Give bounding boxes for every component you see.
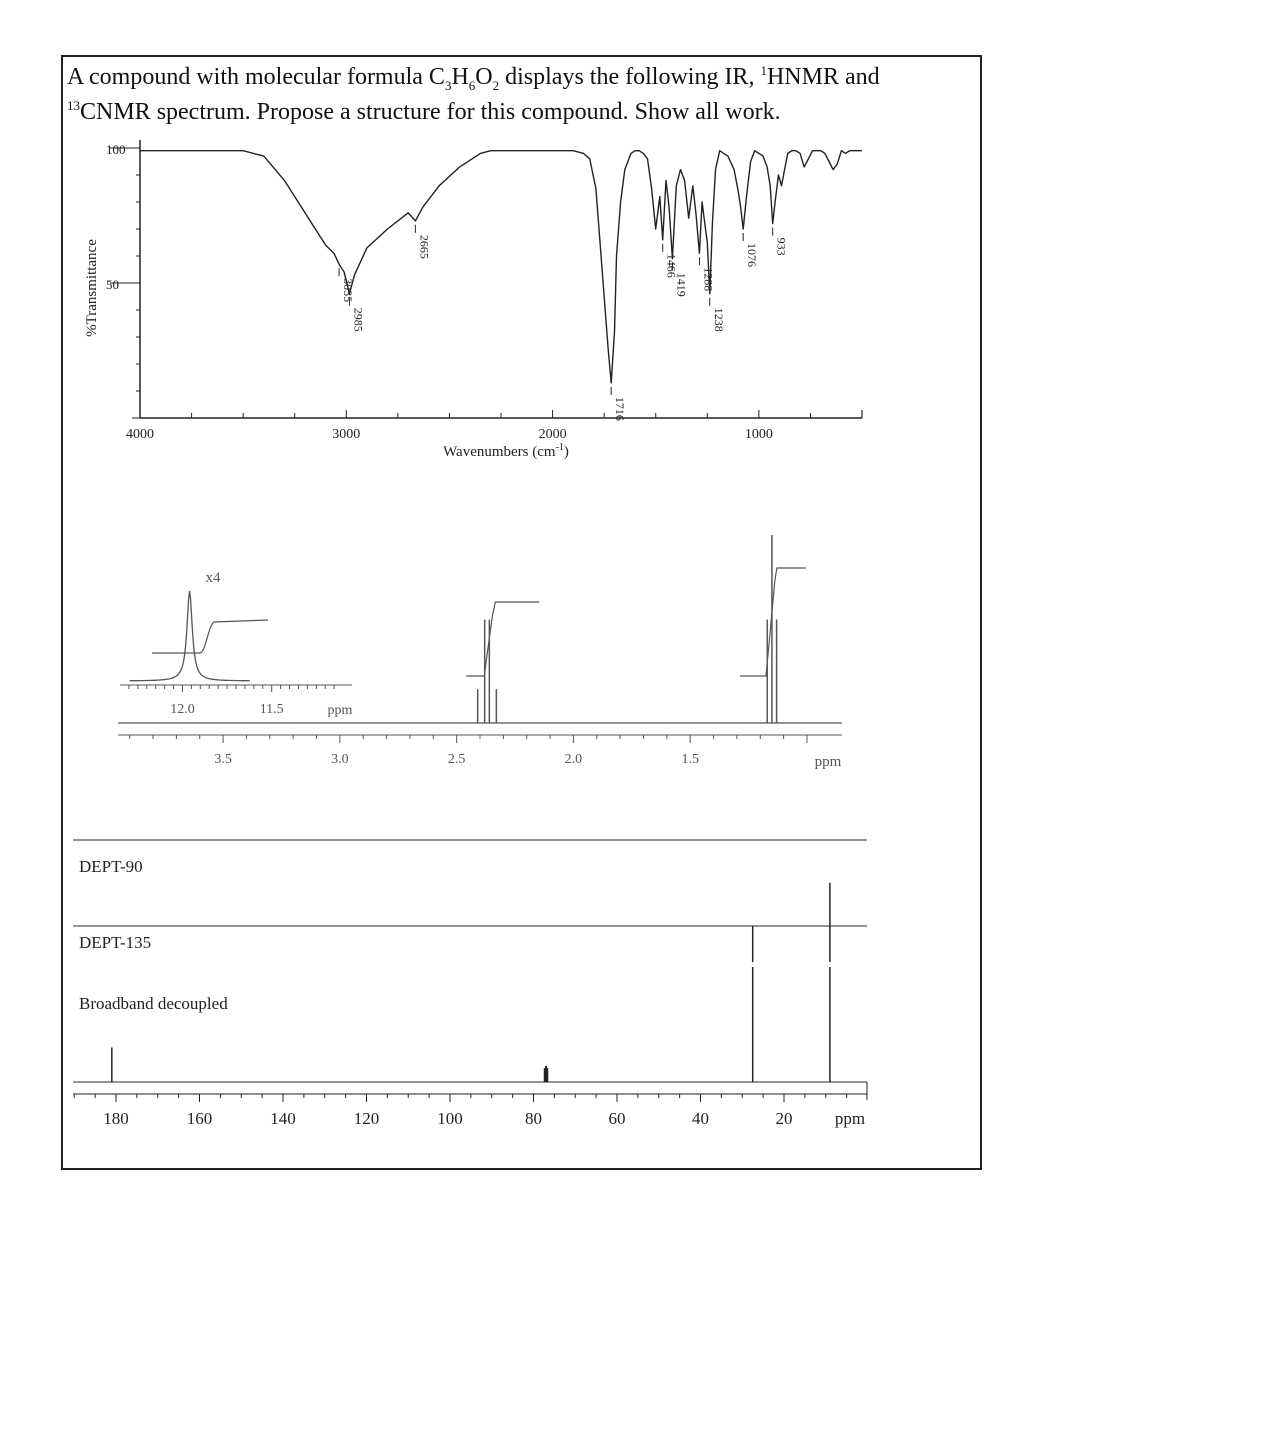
ir-x-tick-label: 2000	[538, 427, 567, 442]
hydrogen-count: 6	[468, 77, 476, 93]
question-text-part: H	[451, 64, 469, 90]
c-nmr-x-tick-label: 60	[608, 1109, 626, 1128]
question-text-part: A compound with molecular formula C	[67, 64, 445, 90]
question-text-part: HNMR and	[766, 64, 880, 90]
question-text-part: CNMR spectrum. Propose a structure for this compound. Show all work.	[80, 99, 781, 125]
c-nmr-x-tick-label: 40	[692, 1109, 709, 1128]
h-nmr-x-tick-label: 2.5	[447, 752, 466, 767]
h-nmr-inset-tick-label: 11.5	[259, 702, 284, 717]
c-nmr-trace-label: DEPT-135	[79, 933, 152, 952]
c-nmr-x-tick-label: 20	[775, 1109, 793, 1128]
h-nmr-inset-tick-label: 12.0	[170, 702, 195, 717]
ir-peak-label: 1419	[674, 272, 689, 297]
ir-peak-label: 2985	[351, 307, 366, 332]
c-nmr-x-tick-label: 180	[103, 1109, 129, 1128]
c-nmr-trace-label: Broadband decoupled	[79, 994, 228, 1013]
ir-peak-label: 1716	[613, 396, 628, 421]
ir-x-axis-label-text: Wavenumbers (cm	[443, 444, 556, 460]
c-nmr-x-tick-label: 120	[353, 1109, 380, 1128]
ir-x-axis-label-sup: -1	[555, 442, 564, 453]
h-nmr-x-tick-label: 1.5	[681, 752, 699, 767]
ir-x-tick-label: 4000	[126, 427, 154, 442]
oxygen-count: 2	[492, 77, 500, 93]
h-nmr-x-tick-label: 3.5	[214, 752, 232, 767]
ir-y-axis-label: %Transmittance	[84, 239, 100, 337]
ir-x-tick-label: 3000	[332, 427, 361, 442]
ir-peak-label: 933	[774, 237, 789, 256]
h-nmr-inset-scale-label: x4	[205, 570, 221, 586]
carbon-isotope-mark: 13	[67, 98, 80, 113]
h-nmr-x-axis-label: ppm	[814, 754, 842, 770]
question-text-part: displays the following IR,	[499, 64, 761, 90]
c-nmr-x-tick-label: 140	[270, 1109, 296, 1128]
h-nmr-inset-axis-label: ppm	[327, 703, 353, 718]
ir-y-tick-label: 100	[106, 142, 126, 157]
proton-isotope-mark: 1	[760, 63, 767, 78]
c-nmr-trace-label: DEPT-90	[79, 857, 143, 876]
ir-peak-label: 1076	[745, 243, 760, 267]
c-nmr-x-tick-label: 100	[437, 1109, 463, 1128]
c-nmr-x-tick-label: 160	[186, 1109, 213, 1128]
ir-peak-label: 3035	[341, 278, 356, 303]
ir-peak-label: 2665	[417, 234, 432, 259]
ir-peak-label: 1466	[664, 253, 679, 278]
ir-x-tick-label: 1000	[744, 427, 773, 442]
ir-peak-label: 1238	[711, 307, 726, 332]
h-nmr-x-tick-label: 2.0	[564, 752, 583, 767]
c-nmr-x-tick-label: 80	[525, 1109, 542, 1128]
question-text-part: O	[475, 64, 493, 90]
c-nmr-x-axis-label: ppm	[834, 1109, 866, 1128]
ir-y-tick-label: 50	[106, 277, 119, 292]
carbon-count: 3	[444, 77, 452, 93]
h-nmr-x-tick-label: 3.0	[331, 752, 349, 767]
ir-peak-label: 1288	[701, 267, 716, 292]
ir-x-axis-label-close: )	[563, 444, 569, 460]
